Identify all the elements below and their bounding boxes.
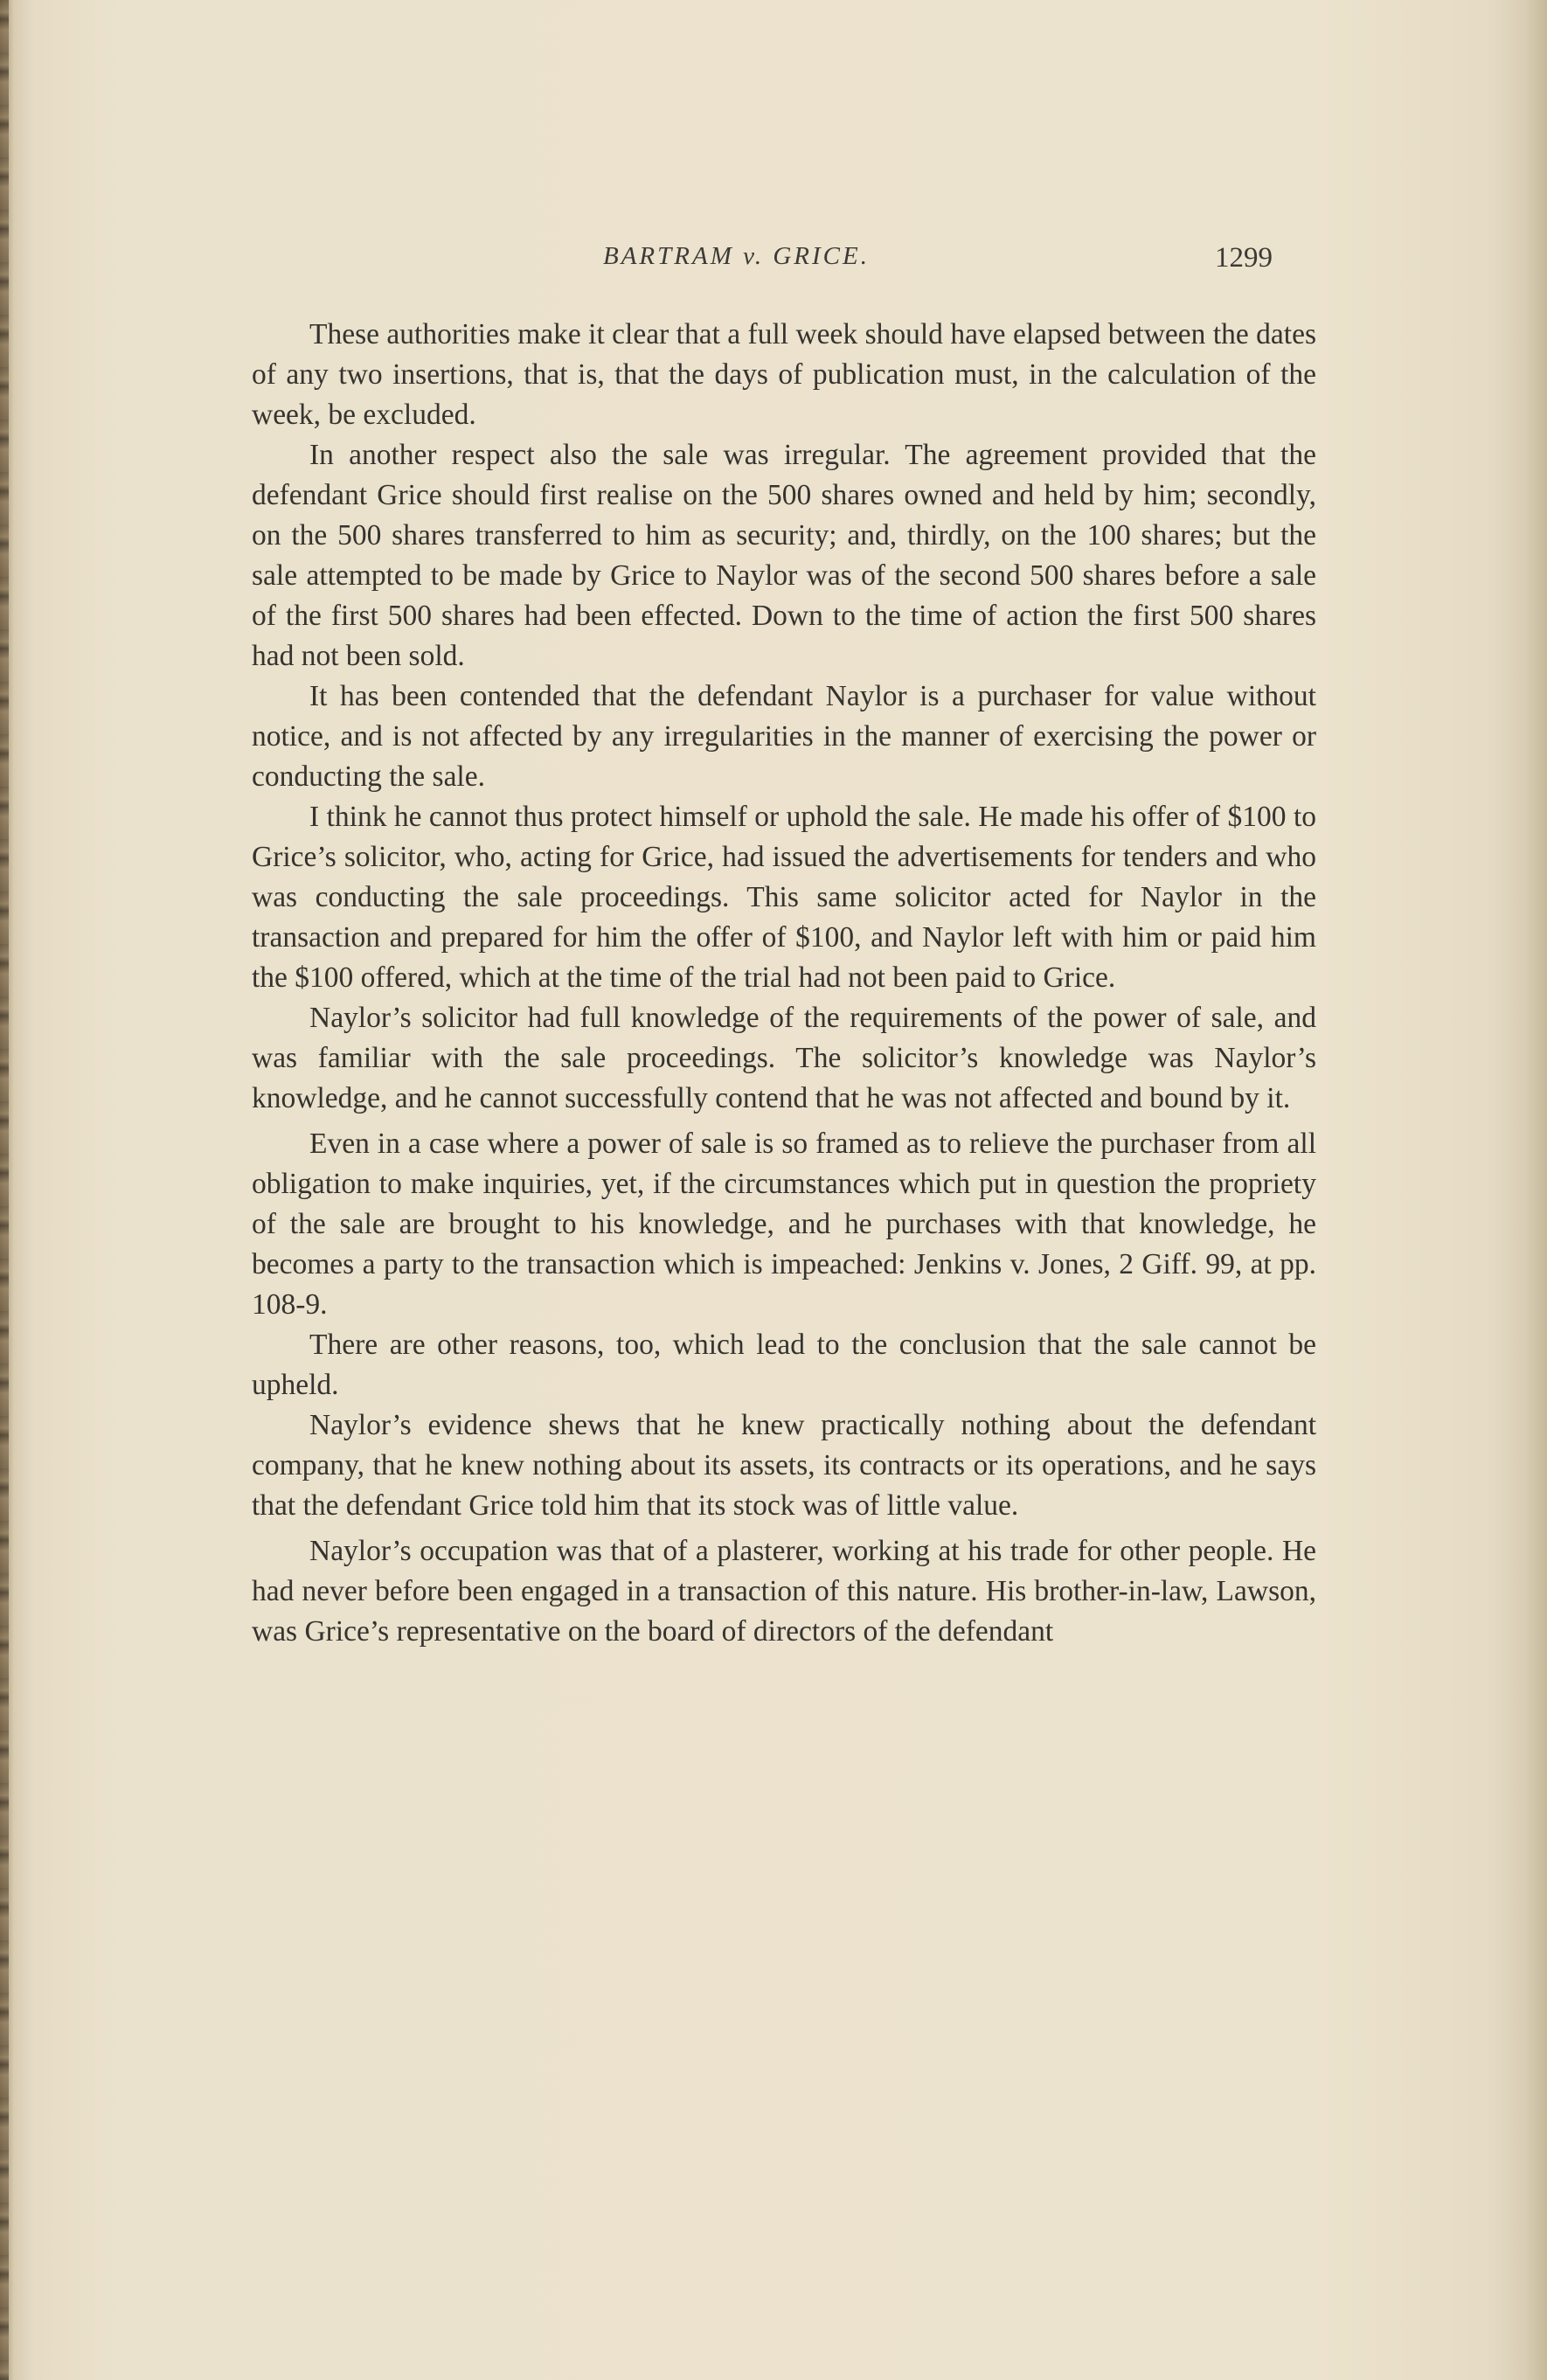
page-body	[252, 315, 1316, 1652]
paragraph: In another respect also the sale was irregular. The agreement provided that the defendant Grice should first realise on the 500 shares owned and held by him; secondly, on the 500 shares transferred to him as security; and, thirdly, on the 100 shares; but the sale attempted to be made by Grice to Naylor was of the second 500 shares before a sale of the first 500 shares had been effected. Down to the time of action the first 500 shares had not been sold.	[252, 439, 1316, 672]
paragraph: It has been contended that the defendant Naylor is a purchaser for value without notice, and is not affected by any irregularities in the manner of exercising the power or conducting the sale.	[252, 680, 1316, 793]
page-header	[0, 242, 1547, 277]
paragraph: Naylor’s solicitor had full knowledge of the requirements of the power of sale, and was familiar with the sale proceedings. The solicitor’s knowledge was Naylor’s knowledge, and he cannot successfully contend that he was not affected and bound by it.	[252, 1002, 1316, 1114]
running-title: BARTRAM v. GRICE.	[603, 242, 870, 270]
paragraph: There are other reasons, too, which lead to the conclusion that the sale cannot be upheld.	[252, 1329, 1316, 1401]
binding-edge	[0, 0, 9, 2380]
paragraph: Even in a case where a power of sale is so framed as to relieve the purchaser from all obligation to make inquiries, yet, if the circumstances which put in question the propriety of the sale are brought to his knowledge, and he purchases with that knowledge, he becomes a party to the transaction which is impeached: Jenkins v. Jones, 2 Giff. 99, at pp. 108-9.	[252, 1128, 1316, 1321]
paragraph: I think he cannot thus protect himself or uphold the sale. He made his offer of $100 to Grice’s solicitor, who, acting for Grice, had issued the advertisements for tenders and who was conducting the sale proceedings. This same solicitor acted for Naylor in the transaction and prepared for him the offer of $100, and Naylor left with him or paid him the $100 offered, which at the time of the trial had not been paid to Grice.	[252, 801, 1316, 994]
paragraph: Naylor’s occupation was that of a plasterer, working at his trade for other people. He had never before been engaged in a transaction of this nature. His brother-in-law, Lawson, was Grice’s representative on the board of directors of the defendant	[252, 1535, 1316, 1648]
paragraph: Naylor’s evidence shews that he knew practically nothing about the defendant company, that he knew nothing about its assets, its contracts or its operations, and he says that the defendant Grice told him that its stock was of little value.	[252, 1409, 1316, 1522]
paragraph: These authorities make it clear that a full week should have elapsed between the dates of any two insertions, that is, that the days of publication must, in the calculation of the week, be excluded.	[252, 318, 1316, 431]
page-number: 1299	[1215, 242, 1273, 274]
